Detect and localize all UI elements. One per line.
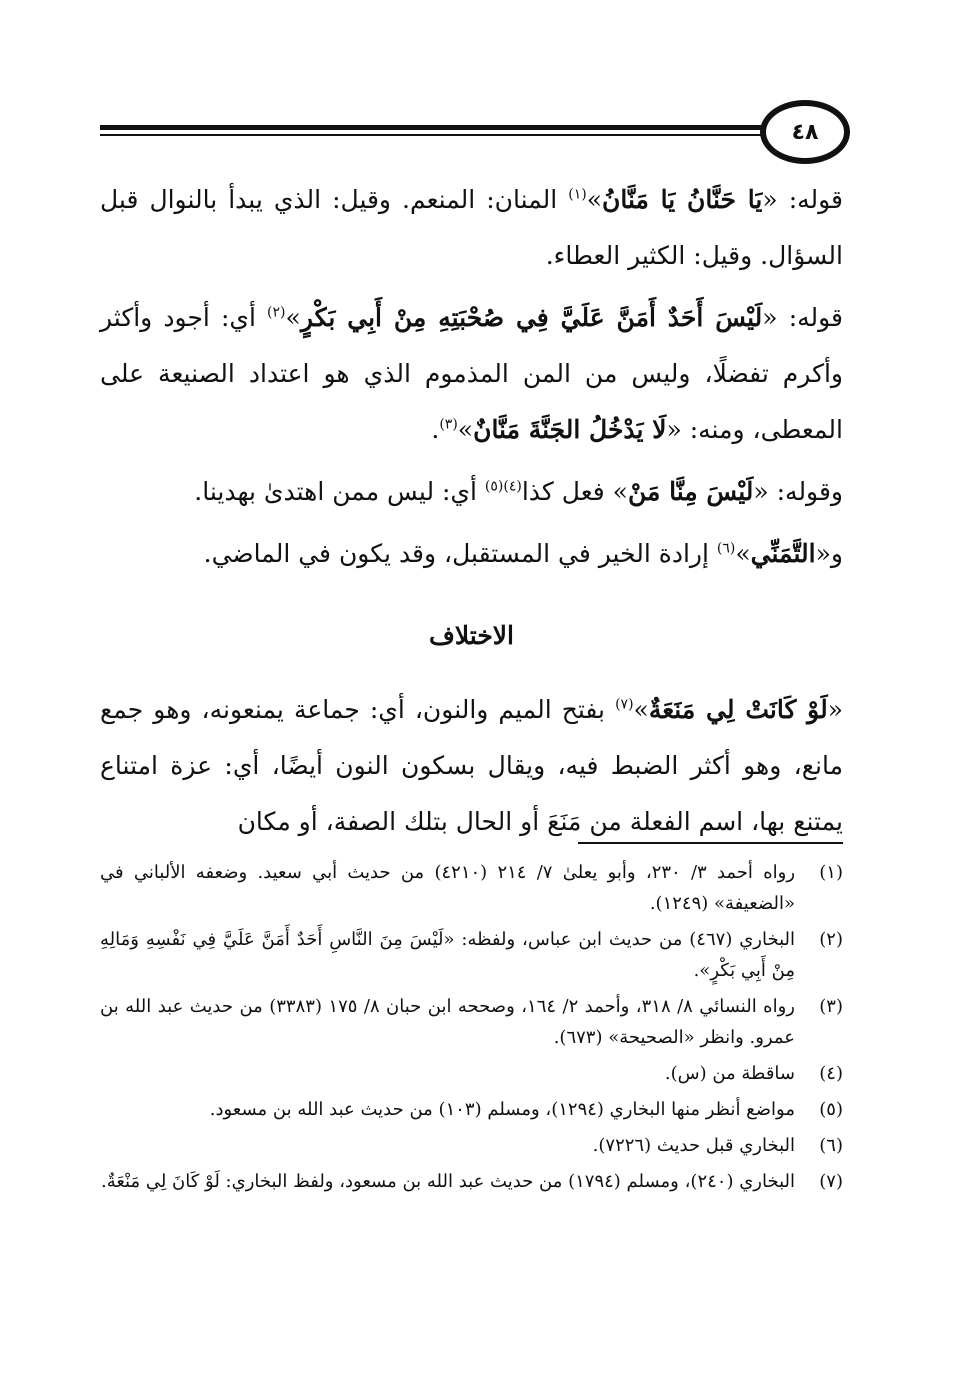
main-text xyxy=(100,172,843,850)
footnotes xyxy=(100,857,843,1202)
hadith-quote: لَيْسَ أَحَدٌ أَمَنَّ عَلَيَّ فِي صُحْبَتِهِ مِنْ أَبِي بَكْرٍ xyxy=(300,303,763,332)
footnote-ref: (٣) xyxy=(439,416,458,433)
page-number: ٤٨ xyxy=(791,119,819,145)
text-run: وقوله: « xyxy=(753,477,843,506)
paragraph-2 xyxy=(100,290,843,458)
footnote-number: (٦) xyxy=(819,1135,843,1156)
footnote-ref: (٤)(٥) xyxy=(484,478,522,495)
text-run: « xyxy=(827,695,844,724)
footnote-number: (٣) xyxy=(819,996,843,1017)
text-run: أي: ليس ممن اهتدىٰ بهدينا. xyxy=(194,477,485,506)
footnote-text: رواه النسائي ٨/ ٣١٨، وأحمد ٢/ ١٦٤، وصححه ابن حبان ٨/ ١٧٥ (٣٣٨٣) من حديث عبد الله بن عمرو. وانظر «الصحيحة» (٦٧٣). xyxy=(100,996,795,1048)
text-run: » xyxy=(586,185,602,214)
text-run: . xyxy=(431,415,440,444)
paragraph-3 xyxy=(100,464,843,520)
footnote-item xyxy=(100,1094,843,1125)
header-rule xyxy=(100,125,843,139)
header-thin-line xyxy=(100,134,843,136)
text-run: » فعل كذا xyxy=(521,477,628,506)
footnote-text: البخاري (٢٤٠)، ومسلم (١٧٩٤) من حديث عبد الله بن مسعود، ولفظ البخاري: لَوْ كَانَ لِي مَنْعَةٌ. xyxy=(100,1171,795,1192)
text-run: إرادة الخير في المستقبل، وقد يكون في الماضي. xyxy=(203,539,717,568)
footnote-item xyxy=(100,857,843,919)
footnote-separator xyxy=(578,842,843,844)
text-run: » xyxy=(457,415,474,444)
footnote-number: (١) xyxy=(819,862,843,883)
footnote-ref: (٧) xyxy=(615,696,634,713)
footnote-text: رواه أحمد ٣/ ٢٣٠، وأبو يعلىٰ ٧/ ٢١٤ (٤٢١٠) من حديث أبي سعيد. وضعفه الألباني في «الضعيفة» (١٢٤٩). xyxy=(100,862,796,914)
hadith-quote: لَيْسَ مِنَّا مَنْ xyxy=(627,477,754,506)
footnote-ref: (١) xyxy=(568,186,587,203)
text-run: أي: أجود وأكثر وأكرم تفضلًا، وليس من المن المذموم الذي هو اعتداد الصنيعة على المعطى، ومنه: « xyxy=(100,303,843,444)
section-heading: الاختلاف xyxy=(428,621,515,650)
footnote-ref: (٦) xyxy=(716,540,736,557)
text-run: بفتح الميم والنون، أي: جماعة يمنعونه، وهو جمع مانع، وهو أكثر الضبط فيه، ويقال بسكون النون أيضًا، أي: عزة امتناع يمتنع بها، اسم الفعلة من مَنَعَ أو الحال بتلك الصفة، أو مكان xyxy=(100,695,843,836)
footnote-number: (٤) xyxy=(819,1063,843,1084)
footnote-number: (٧) xyxy=(819,1171,843,1192)
hadith-quote: يَا حَنَّانُ يَا مَنَّانُ xyxy=(602,185,763,214)
paragraph-5 xyxy=(100,682,843,850)
text-run: المنان: المنعم. وقيل: الذي يبدأ بالنوال قبل السؤال. وقيل: الكثير العطاء. xyxy=(100,185,843,270)
text-run: قوله: « xyxy=(762,185,843,214)
footnote-text: مواضع أنظر منها البخاري (١٢٩٤)، ومسلم (١٠٣) من حديث عبد الله بن مسعود. xyxy=(209,1099,795,1120)
text-run: » xyxy=(735,539,751,568)
footnote-item xyxy=(100,1166,843,1197)
footnote-number: (٥) xyxy=(819,1099,843,1120)
footnote-item xyxy=(100,924,843,986)
hadith-quote: لَوْ كَانَتْ لِي مَنَعَةٌ xyxy=(648,695,828,724)
text-run: » xyxy=(285,303,301,332)
text-run: » xyxy=(633,695,649,724)
hadith-quote: لَا يَدْخُلُ الجَنَّةَ مَنَّانٌ xyxy=(473,415,667,444)
footnote-ref: (٢) xyxy=(267,304,286,321)
footnote-item xyxy=(100,1058,843,1089)
paragraph-4 xyxy=(100,526,843,582)
footnote-number: (٢) xyxy=(819,929,843,950)
footnote-item xyxy=(100,991,843,1053)
text-run: و« xyxy=(815,539,843,568)
footnote-text: البخاري قبل حديث (٧٢٢٦). xyxy=(592,1135,795,1156)
page-number-badge xyxy=(760,100,850,164)
header-thick-line xyxy=(100,125,843,130)
footnote-item xyxy=(100,1130,843,1161)
footnote-text: ساقطة من (س). xyxy=(664,1063,795,1084)
hadith-quote: التَّمَنِّي xyxy=(750,539,816,568)
paragraph-1 xyxy=(100,172,843,284)
footnote-text: البخاري (٤٦٧) من حديث ابن عباس، ولفظه: «لَيْسَ مِنَ النَّاسِ أَحَدٌ أَمَنَّ عَلَيَّ فِي نَفْسِهِ وَمَالِهِ مِنْ أَبِي بَكْرٍ». xyxy=(100,929,796,981)
text-run: قوله: « xyxy=(762,303,844,332)
